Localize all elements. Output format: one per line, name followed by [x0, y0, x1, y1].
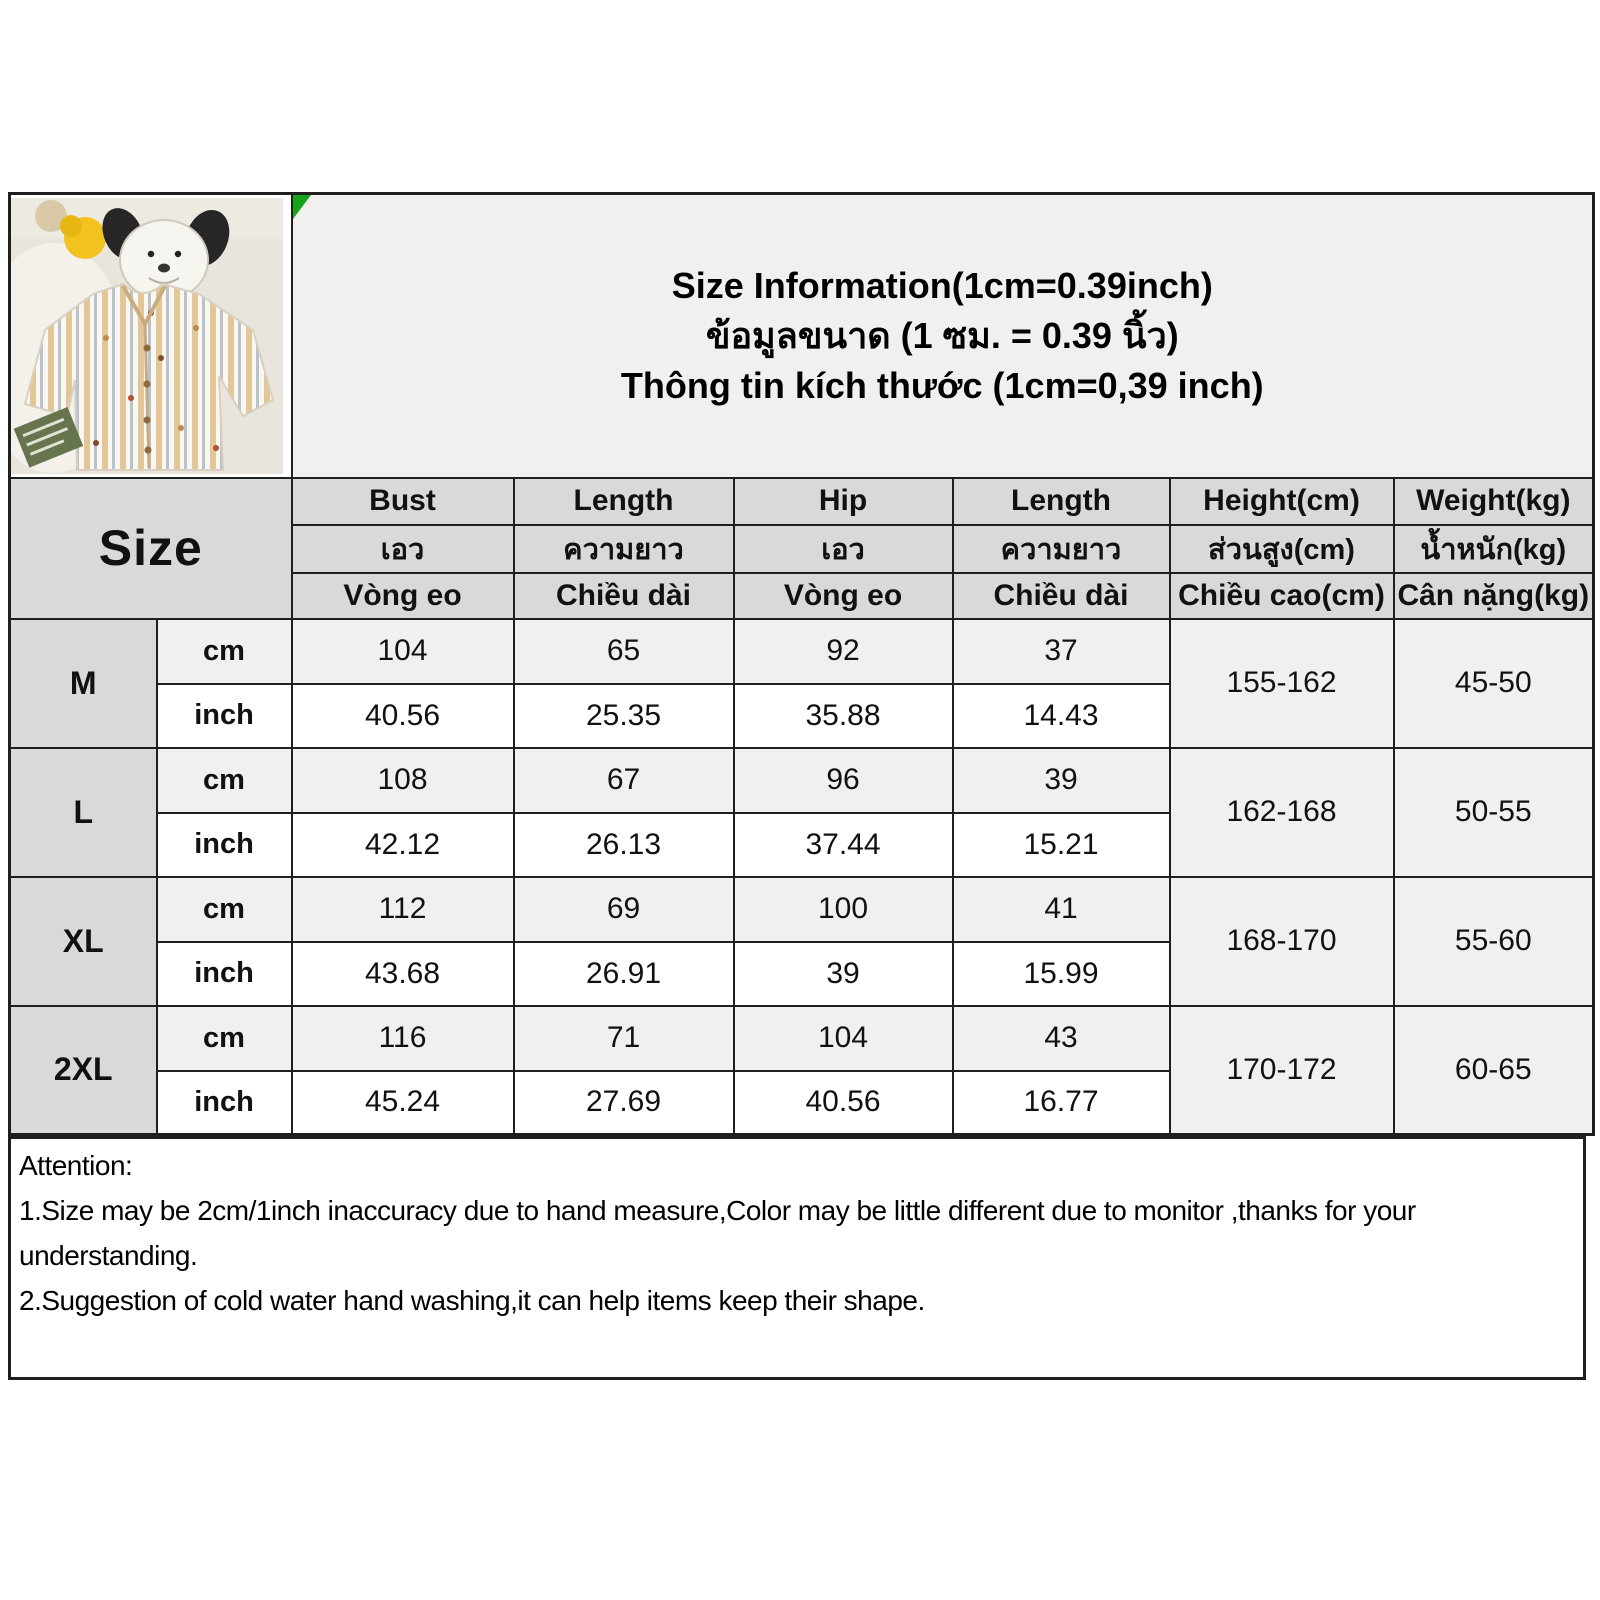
cell-xl-height: 168-170 — [1170, 877, 1394, 1006]
cell-2xl-cm-bust: 116 — [292, 1006, 514, 1071]
cell-2xl-cm-length1: 71 — [514, 1006, 734, 1071]
cell-2xl-weight: 60-65 — [1394, 1006, 1594, 1135]
product-photo-cell — [10, 194, 292, 478]
cell-l-inch-bust: 42.12 — [292, 813, 514, 877]
cell-m-height: 155-162 — [1170, 619, 1394, 748]
unit-m-inch: inch — [157, 684, 292, 748]
attention-note-1: 1.Size may be 2cm/1inch inaccuracy due to hand measure,Color may be little different due to monitor ,thanks for your understanding. — [19, 1195, 1416, 1271]
cell-m-weight: 45-50 — [1394, 619, 1594, 748]
cell-xl-weight: 55-60 — [1394, 877, 1594, 1006]
col-header-length2-vi: Chiều dài — [953, 573, 1170, 619]
unit-xl-cm: cm — [157, 877, 292, 942]
cell-2xl-height: 170-172 — [1170, 1006, 1394, 1135]
attention-note-2: 2.Suggestion of cold water hand washing,it can help items keep their shape. — [19, 1285, 925, 1316]
cell-xl-cm-hip: 100 — [734, 877, 953, 942]
green-corner-flag-icon — [293, 195, 311, 219]
cell-l-cm-length2: 39 — [953, 748, 1170, 813]
cell-l-height: 162-168 — [1170, 748, 1394, 877]
attention-heading: Attention: — [19, 1150, 133, 1181]
size-row-2xl: 2XL — [10, 1006, 157, 1135]
col-header-hip-en: Hip — [734, 478, 953, 525]
col-header-bust-en: Bust — [292, 478, 514, 525]
unit-2xl-cm: cm — [157, 1006, 292, 1071]
cell-2xl-inch-length2: 16.77 — [953, 1071, 1170, 1135]
col-header-hip-th: เอว — [734, 525, 953, 573]
col-header-length1-vi: Chiều dài — [514, 573, 734, 619]
col-header-weight-en: Weight(kg) — [1394, 478, 1594, 525]
cell-m-inch-hip: 35.88 — [734, 684, 953, 748]
col-header-weight-th: น้ำหนัก(kg) — [1394, 525, 1594, 573]
col-header-height-th: ส่วนสูง(cm) — [1170, 525, 1394, 573]
cell-l-inch-length2: 15.21 — [953, 813, 1170, 877]
cell-m-cm-length1: 65 — [514, 619, 734, 684]
unit-2xl-inch: inch — [157, 1071, 292, 1135]
col-header-length2-en: Length — [953, 478, 1170, 525]
product-photo — [11, 198, 283, 474]
cell-m-cm-bust: 104 — [292, 619, 514, 684]
cell-xl-cm-length1: 69 — [514, 877, 734, 942]
unit-xl-inch: inch — [157, 942, 292, 1006]
cell-m-cm-length2: 37 — [953, 619, 1170, 684]
cell-xl-inch-bust: 43.68 — [292, 942, 514, 1006]
col-header-bust-vi: Vòng eo — [292, 573, 514, 619]
cell-2xl-inch-length1: 27.69 — [514, 1071, 734, 1135]
cell-xl-inch-hip: 39 — [734, 942, 953, 1006]
cell-xl-inch-length2: 15.99 — [953, 942, 1170, 1006]
unit-l-inch: inch — [157, 813, 292, 877]
size-chart-sheet — [8, 192, 1592, 1380]
col-header-length2-th: ความยาว — [953, 525, 1170, 573]
attention-notes — [8, 1136, 1586, 1380]
size-header-cell: Size — [10, 478, 292, 619]
cell-xl-cm-bust: 112 — [292, 877, 514, 942]
title-line-en: Size Information(1cm=0.39inch) — [671, 264, 1213, 306]
col-header-height-en: Height(cm) — [1170, 478, 1394, 525]
cell-l-inch-hip: 37.44 — [734, 813, 953, 877]
cell-2xl-cm-hip: 104 — [734, 1006, 953, 1071]
unit-l-cm: cm — [157, 748, 292, 813]
title-line-vi: Thông tin kích thước (1cm=0,39 inch) — [620, 364, 1264, 406]
size-row-l: L — [10, 748, 157, 877]
cell-xl-cm-length2: 41 — [953, 877, 1170, 942]
size-row-xl: XL — [10, 877, 157, 1006]
cell-xl-inch-length1: 26.91 — [514, 942, 734, 1006]
col-header-bust-th: เอว — [292, 525, 514, 573]
size-table — [8, 192, 1595, 1136]
cell-2xl-cm-length2: 43 — [953, 1006, 1170, 1071]
col-header-weight-vi: Cân nặng(kg) — [1394, 573, 1594, 619]
cell-m-inch-length2: 14.43 — [953, 684, 1170, 748]
cell-2xl-inch-hip: 40.56 — [734, 1071, 953, 1135]
title-cell — [292, 194, 1594, 478]
col-header-hip-vi: Vòng eo — [734, 573, 953, 619]
title-line-th: ข้อมูลขนาด (1 ซม. = 0.39 นิ้ว) — [705, 314, 1179, 356]
col-header-length1-en: Length — [514, 478, 734, 525]
cell-l-cm-hip: 96 — [734, 748, 953, 813]
cell-2xl-inch-bust: 45.24 — [292, 1071, 514, 1135]
col-header-length1-th: ความยาว — [514, 525, 734, 573]
cell-l-cm-bust: 108 — [292, 748, 514, 813]
cell-l-weight: 50-55 — [1394, 748, 1594, 877]
cell-l-inch-length1: 26.13 — [514, 813, 734, 877]
cell-l-cm-length1: 67 — [514, 748, 734, 813]
col-header-height-vi: Chiều cao(cm) — [1170, 573, 1394, 619]
cell-m-inch-length1: 25.35 — [514, 684, 734, 748]
cell-m-inch-bust: 40.56 — [292, 684, 514, 748]
size-row-m: M — [10, 619, 157, 748]
cell-m-cm-hip: 92 — [734, 619, 953, 684]
unit-m-cm: cm — [157, 619, 292, 684]
